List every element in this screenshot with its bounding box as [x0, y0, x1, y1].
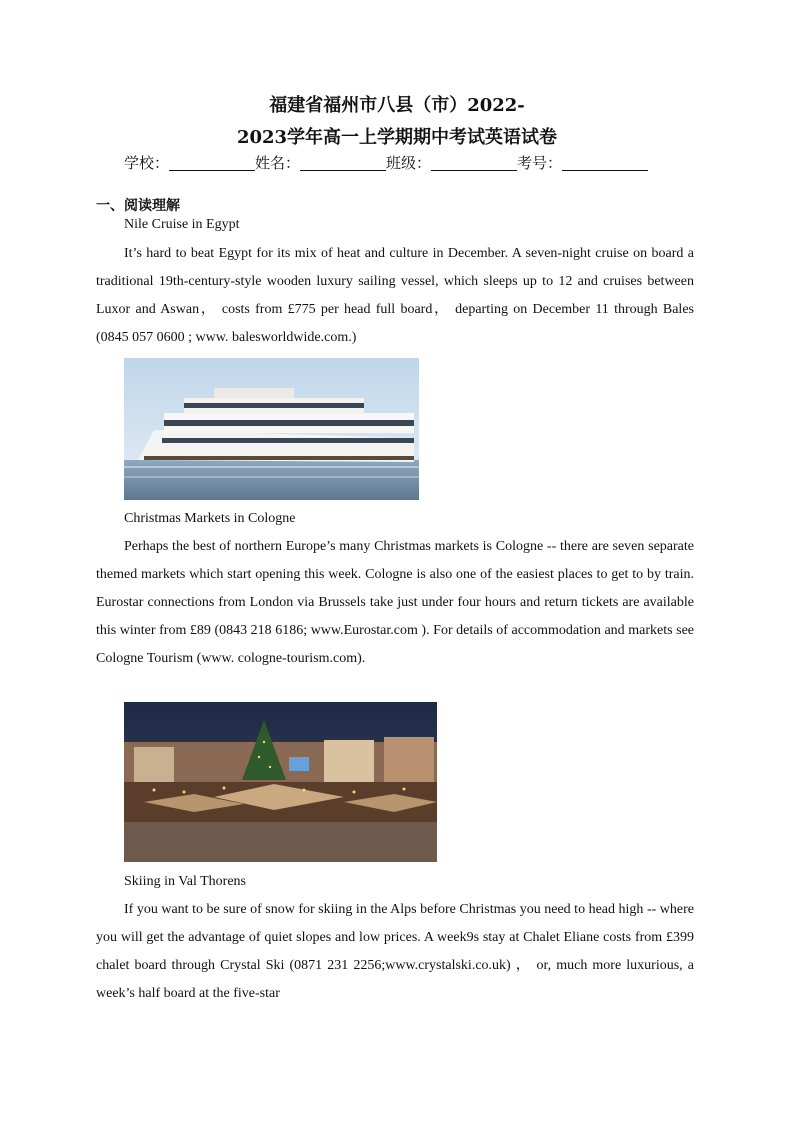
- article-heading-cologne: Christmas Markets in Cologne: [124, 511, 296, 526]
- school-field: [124, 152, 255, 174]
- exam-number-blank[interactable]: [562, 154, 648, 171]
- paragraph-val-thorens: If you want to be sure of snow for skiing in the Alps before Christmas you need to head high -- where you will get the advantage of quiet slopes and low prices. A week9s stay at Chalet Eliane costs from £399 chalet board through Crystal Ski (0871 231 2256;www.crystalski.co.uk) ， or, much more luxurious, a week’s half board at the five-star: [96, 902, 694, 1001]
- exam-number-field: [517, 152, 648, 174]
- name-field: [255, 152, 386, 174]
- paragraph-cologne: Perhaps the best of northern Europe’s many Christmas markets is Cologne -- there are seven separate themed markets which start opening this week. Cologne is also one of the easiest places to get to by train. Eurostar connections from London via Brussels take just under four hours and return tickets are available this winter from £89 (0843 218 6186; www.Eurostar.com ). For details of accommodation and markets see Cologne Tourism (www. cologne-tourism.com).: [96, 539, 694, 666]
- name-label: 姓名：: [255, 154, 301, 172]
- student-info-line: [124, 152, 684, 174]
- class-field: [386, 152, 517, 174]
- article-body-val-thorens: [96, 896, 694, 1008]
- cruise-ship-photo: [124, 358, 419, 500]
- exam-number-label: 考号：: [517, 154, 563, 172]
- exam-title-line2: 2023学年高一上学期期中考试英语试卷: [236, 127, 558, 148]
- section-title: 一、阅读理解: [96, 198, 180, 214]
- exam-title-line1: 福建省福州市八县（市）2022-: [269, 95, 525, 116]
- class-label: 班级：: [386, 154, 432, 172]
- article-heading-nile: Nile Cruise in Egypt: [124, 217, 240, 232]
- school-blank[interactable]: [169, 154, 255, 171]
- article-body-cologne: [96, 533, 694, 673]
- article-body-nile: [96, 240, 694, 352]
- paragraph-nile: It’s hard to beat Egypt for its mix of heat and culture in December. A seven-night cruise on board a traditional 19th-century-style wooden luxury sailing vessel, which sleeps up to 12 and cruises between Luxor and Aswan， costs from £775 per head full board， departing on December 11 through Bales (0845 057 0600 ; www. balesworldwide.com.): [96, 246, 694, 345]
- article-heading-val-thorens: Skiing in Val Thorens: [124, 874, 246, 889]
- school-label: 学校：: [124, 154, 170, 172]
- christmas-market-photo: [124, 702, 437, 862]
- name-blank[interactable]: [300, 154, 386, 171]
- class-blank[interactable]: [431, 154, 517, 171]
